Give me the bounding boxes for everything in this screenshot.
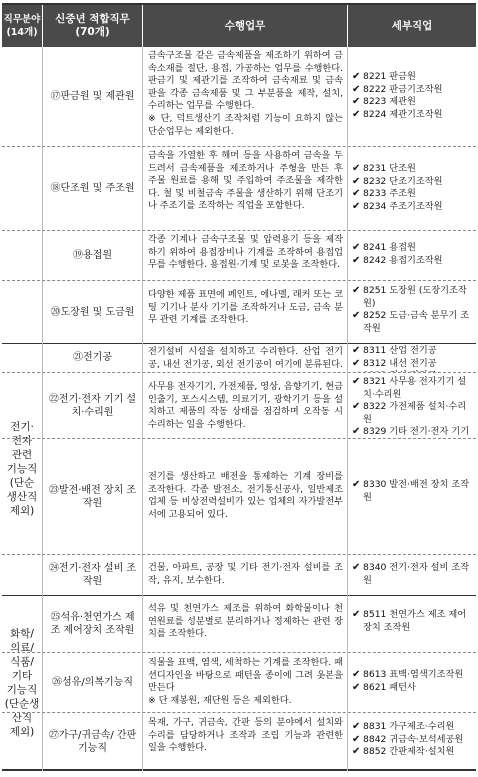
- duty-text: 금속을 가열한 후 해머 등을 사용하여 금속을 두드려서 금속제품을 제조하거나 주형을 만든 후 주물 원료를 용해 및 주입하여 주조물을 제작한다. 철 및 비철금속 주물을 생산하기 위해 단조기나 주조기를 조작하는 직업을 포함한다.: [148, 150, 343, 212]
- duty-text: 다양한 제품 표면에 페인트, 에나멜, 래커 또는 코팅 기기나 분사 기기를 조작하거나 도금, 금속 분무 관련 기계를 조작한다.: [148, 289, 343, 326]
- occupation-item: ✔ 8511 천연가스 제조 제어장치 조작원: [352, 609, 467, 633]
- occupation-item: ✔ 8322 가전제품 설치·수리원: [352, 401, 467, 425]
- job-title: ㉕석유·천연가스 제조 제어장치 조작원: [42, 595, 142, 652]
- job-duty: [142, 713, 347, 771]
- job-duty: [142, 595, 347, 652]
- check-icon: ✔: [352, 175, 361, 187]
- duty-note: ※ 단, 덕트생산기 조작처럼 기능이 요하지 않는 단순업무는 제외한다.: [148, 112, 343, 137]
- table-row: [2, 231, 476, 281]
- table-row: [2, 147, 476, 231]
- job-duty: [142, 439, 347, 554]
- check-icon: ✔: [352, 609, 361, 620]
- occupation-list: [347, 653, 476, 712]
- occupation-list: [347, 713, 476, 771]
- occupation-list: [347, 147, 476, 230]
- occupation-item: ✔ 8831 가구제조·수리원: [352, 721, 455, 732]
- job-title: ⑰판금원 및 제관원: [42, 47, 142, 146]
- occupation-item: ✔ 8311 산업 전기공: [352, 345, 437, 356]
- header-job: 신중년 적합직무 (70개): [42, 5, 142, 47]
- check-icon: ✔: [352, 345, 361, 356]
- job-title: ㉑전기공: [42, 343, 142, 372]
- check-icon: ✔: [352, 163, 361, 174]
- check-icon: ✔: [352, 562, 361, 573]
- header-occupation: 세부직업: [347, 5, 476, 47]
- check-icon: ✔: [352, 669, 361, 680]
- duty-text: 건물, 아파트, 공장 및 기타 전기·전자 설비를 조작, 유지, 보수한다.: [148, 562, 343, 586]
- table-row: [2, 439, 476, 555]
- job-title: ⑲용접원: [42, 231, 142, 280]
- job-duty: [142, 47, 347, 146]
- duty-text: 직물을 표백, 염색, 세척하는 기계를 조작한다. 패션디자인을 바탕으로 패턴을 종이에 그려 옷본을 만든다: [148, 657, 343, 694]
- occupation-item: ✔ 8242 용접기조작원: [352, 254, 443, 266]
- occupation-item: ✔ 8329 기타 전기·전자 기기: [352, 426, 470, 438]
- duty-text: 석유 및 천연가스 제조를 위하여 화학물이나 천연원료를 성분별로 분리하거나 정제하는 관련 장치를 조작한다.: [148, 603, 343, 640]
- occupation-item: ✔ 8842 귀금속·보석세공원: [352, 733, 464, 745]
- check-icon: [352, 370, 363, 372]
- occupation-item: ✔ 8321 사무용 전자기기 설치·수리원: [352, 376, 467, 400]
- check-icon: ✔: [352, 242, 361, 253]
- job-title: ㉔전기·전자 설비 조작원: [42, 555, 142, 595]
- duty-note: ※ 단 재봉원, 재단원 등은 제외한다.: [148, 694, 292, 706]
- occupation-item: ✔ 8232 단조기조작원: [352, 175, 443, 187]
- check-icon: ✔: [352, 746, 361, 758]
- job-duty: [142, 281, 347, 343]
- check-icon: ✔: [352, 188, 361, 200]
- table-row: [2, 713, 476, 771]
- duty-text: 전기설비 시설을 설치하고 수리한다. 산업 전기공, 내선 전기공, 외선 전기공이 여기에 분류된다.: [148, 346, 343, 370]
- category-label: 전기· 전자 관련 기능직 (단순 생산직 제외): [6, 421, 38, 517]
- occupation-item: ✔ 8222 판금기조작원: [352, 83, 443, 95]
- occupation-item: ✔ 8224 제관기조작원: [352, 108, 443, 120]
- job-title: ⑱단조원 및 주조원: [42, 147, 142, 230]
- duty-text: 각종 기계나 금속구조물 및 압력용기 등을 제작하기 위하여 용접장비나 기계를 조작하여 용접업무를 수행한다. 용접원·기계 및 로봇을 조작한다.: [148, 234, 343, 271]
- occupation-list: [347, 373, 476, 438]
- table-row: [2, 281, 476, 343]
- check-icon: ✔: [352, 310, 361, 322]
- occupation-item: ✔ 8234 주조기조작원: [352, 200, 443, 212]
- job-title: ㉓발전·배전 장치 조작원: [42, 439, 142, 554]
- occupation-list: [347, 281, 476, 343]
- occupation-item: ✔ 8340 전기·전자 설비 조작원: [352, 562, 470, 586]
- job-title: ⑳도장원 및 도금원: [42, 281, 142, 343]
- table-row: [2, 555, 476, 595]
- occupation-list: [347, 555, 476, 595]
- job-title: ㉒전기·전자 기기 설치·수리원: [42, 373, 142, 438]
- occupation-item: ✔ 8251 도장원 (도장기조작원): [352, 285, 467, 309]
- duty-text: 사무용 전자기기, 가전제품, 영상, 음향기기, 현금인출기, 포스시스템, 의료기기, 광학기기 등을 설치하고 제품의 작동 상태를 점검하며 오작동 시 수리하는 일을 수행한다.: [148, 381, 343, 430]
- check-icon: ✔: [352, 376, 361, 387]
- duty-text: 전기를 생산하고 배전을 통제하는 기계 장비를 조작한다. 각종 발전소, 전기통신공사, 일반제조업체 등 비상전력설비가 있는 업체의 자가발전부서에 고용되어 있다.: [148, 471, 343, 520]
- check-icon: ✔: [352, 721, 361, 732]
- header-duty: 수행업무: [142, 5, 347, 47]
- job-duty: [142, 555, 347, 595]
- check-icon: ✔: [352, 401, 361, 413]
- check-icon: ✔: [352, 733, 361, 745]
- occupation-item: ✔ 8330 발전·배전 장치 조작원: [352, 479, 470, 503]
- occupation-item: ✔ 8223 제관원: [352, 96, 416, 108]
- occupation-item: [352, 370, 474, 372]
- occupation-item: ✔ 8231 단조원: [352, 163, 416, 174]
- job-duty: [142, 653, 347, 712]
- job-title: ㉖섬유/의복기능직: [42, 653, 142, 712]
- occupation-item: ✔ 8233 주조원: [352, 188, 416, 200]
- job-duty: [142, 343, 347, 372]
- occupation-item: ✔ 8312 내선 전기공: [352, 357, 437, 369]
- check-icon: ✔: [352, 426, 361, 438]
- check-icon: ✔: [352, 108, 361, 120]
- occupation-list: [347, 47, 476, 146]
- check-icon: ✔: [352, 200, 361, 212]
- occupation-item: ✔ 8621 패턴사: [352, 681, 416, 693]
- duty-text: 금속구조물 같은 금속제품을 제조하기 위하여 금속소재를 절단, 용접, 가공하는 업무를 수행한다. 판금기 및 제관기를 조작하여 금속재료 및 금속판을 각종 금속제품 및 그 부분품을 제작, 설치, 수리하는 업무를 수행한다.: [148, 50, 343, 112]
- occupation-item: ✔ 8221 판금원: [352, 71, 416, 82]
- table-row: [2, 343, 476, 373]
- occupation-item: ✔ 8241 용접원: [352, 242, 416, 253]
- occupation-list: [347, 439, 476, 554]
- check-icon: ✔: [352, 83, 361, 95]
- table-row: [2, 595, 476, 653]
- occupation-list: [347, 231, 476, 280]
- occupation-list: [347, 343, 476, 372]
- header-field: 직무분야 (14개): [3, 14, 41, 38]
- job-duty: [142, 231, 347, 280]
- occupation-item: ✔ 8252 도금·금속 분무기 조작원: [352, 310, 470, 334]
- occupation-list: [347, 595, 476, 652]
- table-row: [2, 47, 476, 147]
- occupation-item: ✔ 8613 표백·염색기조작원: [352, 669, 464, 680]
- table-row: [2, 653, 476, 713]
- check-icon: ✔: [352, 285, 361, 296]
- occupation-table: [2, 3, 476, 771]
- job-duty: [142, 147, 347, 230]
- check-icon: ✔: [352, 681, 361, 693]
- occupation-item: ✔ 8852 간판제작·설치원: [352, 746, 455, 758]
- check-icon: ✔: [352, 254, 361, 266]
- check-icon: ✔: [352, 357, 361, 369]
- check-icon: ✔: [352, 71, 361, 82]
- duty-text: 목재, 가구, 귀금속, 간판 등의 분야에서 설치와 수리를 담당하거나 조작과 조립 기능과 관련한 일을 수행한다.: [148, 717, 343, 754]
- table-header: [2, 5, 476, 47]
- job-title: ㉗가구/귀금속/ 간판 기능직: [42, 713, 142, 771]
- table-row: [2, 373, 476, 439]
- job-duty: [142, 373, 347, 438]
- category-label: 화학/ 의료/ 식품/ 기타 기능직 (단순생 산직 제외): [4, 628, 40, 738]
- check-icon: ✔: [352, 96, 361, 108]
- check-icon: ✔: [352, 479, 361, 490]
